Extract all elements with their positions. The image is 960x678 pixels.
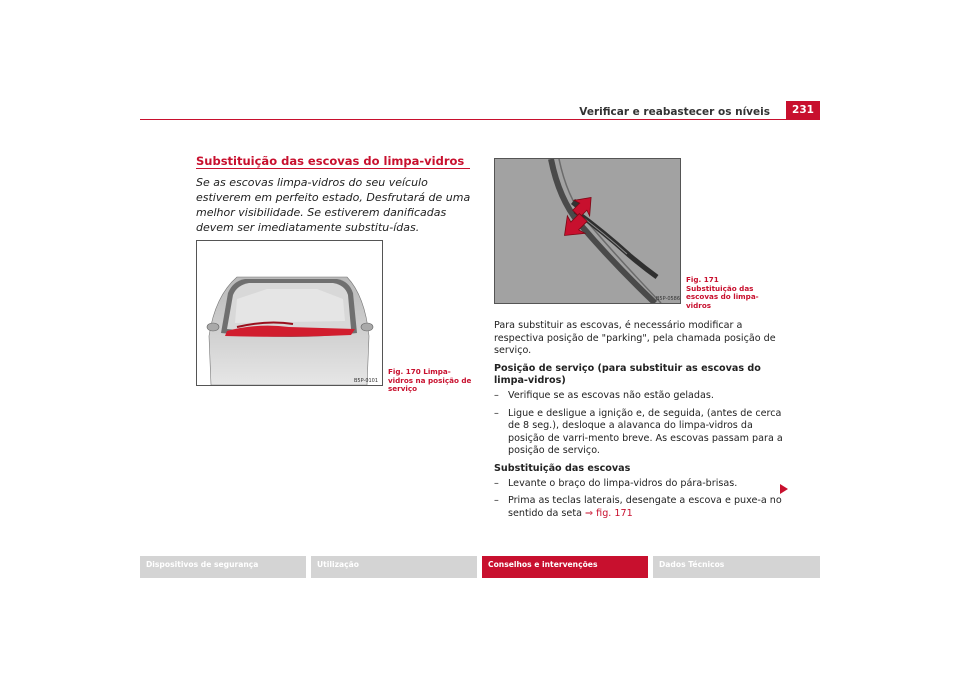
continue-arrow-icon bbox=[780, 484, 788, 494]
list-item bbox=[494, 408, 784, 458]
heading-replace-blades: Substituição das escovas bbox=[494, 462, 631, 474]
header-rule bbox=[140, 119, 820, 120]
footer-tab-advice[interactable]: Conselhos e intervenções bbox=[482, 556, 648, 578]
figure-reference-link[interactable]: fig. 171 bbox=[596, 507, 633, 519]
figure-171-image bbox=[494, 158, 681, 304]
body-text bbox=[494, 320, 784, 525]
step-text: Ligue e desligue a ignição e, de seguida, (antes de cerca de 8 seg.), desloque a alavanca do limpa-vidros da posição de varri-mento breve. As escovas passam para a posição de serviço. bbox=[508, 407, 783, 457]
list-item bbox=[494, 390, 784, 403]
list-item bbox=[494, 495, 784, 520]
header-title: Verificar e reabastecer os níveis bbox=[579, 106, 770, 118]
section-intro: Se as escovas limpa-vidros do seu veículo estiverem em perfeito estado, Desfrutará de uma melhor visibilidade. Se estiverem danificadas devem ser imediatamente substitu-ídas. bbox=[196, 176, 471, 234]
figure-170-image bbox=[196, 240, 383, 386]
figure-171-caption: Fig. 171 Substituição das escovas do limpa-vidros bbox=[686, 275, 759, 310]
step-text: Levante o braço do limpa-vidros do pára-brisas. bbox=[508, 477, 738, 489]
page-number: 231 bbox=[786, 101, 820, 120]
figure-170-caption: Fig. 170 Limpa-vidros na posição de serviço bbox=[388, 367, 472, 394]
figure-170-code: B5P-0101 bbox=[354, 378, 379, 384]
step-text: Prima as teclas laterais, desengate a escova e puxe-a no sentido da seta bbox=[508, 495, 782, 519]
body-intro: Para substituir as escovas, é necessário modificar a respectiva posição de "parking", pela chamada posição de serviço. bbox=[494, 320, 776, 357]
dash: – bbox=[494, 495, 499, 507]
footer-tab-usage[interactable]: Utilização bbox=[311, 556, 477, 578]
section-rule bbox=[196, 168, 470, 169]
footer-tab-safety[interactable]: Dispositivos de segurança bbox=[140, 556, 306, 578]
section-title: Substituição das escovas do limpa-vidros bbox=[196, 154, 465, 168]
dash: – bbox=[494, 389, 499, 401]
figure-171-code: B5P-0586 bbox=[656, 296, 681, 302]
dash: – bbox=[494, 407, 499, 419]
dash: – bbox=[494, 477, 499, 489]
footer-tab-technical-data[interactable]: Dados Técnicos bbox=[653, 556, 820, 578]
list-item bbox=[494, 478, 784, 491]
step-text: Verifique se as escovas não estão geladas. bbox=[508, 389, 714, 401]
heading-service-position: Posição de serviço (para substituir as escovas do limpa-vidros) bbox=[494, 362, 761, 387]
figure-reference-arrow[interactable]: ⇒ bbox=[585, 507, 594, 519]
